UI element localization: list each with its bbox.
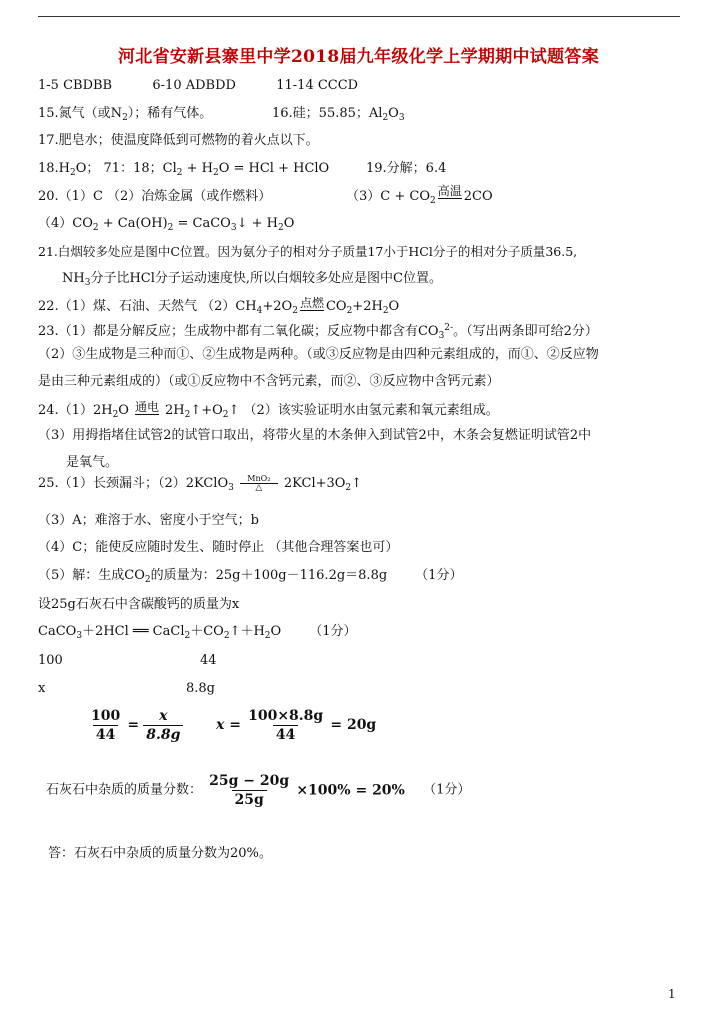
condition-ignite: 点燃 xyxy=(299,296,324,310)
answer-21-line1: 21.白烟较多处应是图中C位置。因为氨分子的相对分子质量17小于HCl分子的相对分子质量36.5, xyxy=(38,244,578,259)
mc-group-3: 11-14 CCCD xyxy=(276,78,359,93)
ratio-8-8g: 8.8g xyxy=(186,681,215,696)
ratio-100: 100 xyxy=(38,653,63,668)
answer-25-line3: （4）C；能使反应随时发生、随时停止 （其他合理答案也可） xyxy=(38,540,399,555)
page-title: 河北省安新县寨里中学2018届九年级化学上学期期中试题答案 xyxy=(117,47,599,67)
condition-catalyst-heat: MnO₂ △ xyxy=(240,474,278,493)
answer-19: 19.分解；6.4 xyxy=(366,161,447,176)
impurity-fraction-line: 石灰石中杂质的质量分数： $\frac{25g - 20g}{25g}$ ×100% = 20% （1分） xyxy=(46,773,471,808)
answer-24-line2: （3）用拇指堵住试管2的试管口取出，将带火星的木条伸入到试管2中，木条会复燃证明试管2中 xyxy=(38,428,592,443)
ratio-x: x xyxy=(38,681,46,696)
answer-23-line3: 是由三种元素组成的）（或①反应物中不含钙元素，而②、③反应物中含钙元素） xyxy=(38,374,500,389)
final-answer: 答：石灰石中杂质的质量分数为20%。 xyxy=(48,846,272,861)
header-rule xyxy=(38,16,680,17)
answer-22: 22.（1）煤、石油、天然气 $(2)CH_4+2O_2$ 点燃 $CO_2+2H_2O$ xyxy=(38,296,400,316)
answer-15: 15.氮气（或$N_2$）；稀有气体。 xyxy=(38,106,213,123)
solve-x-equation: x = $\frac{100\times 8.8g}{44}$ = 20g xyxy=(216,708,377,743)
answer-23-line1: 23.（1）都是分解反应；生成物中都有二氧化碳；反应物中都含有$CO_3^{2-}$。（写出两条即可给2分） xyxy=(38,323,598,341)
condition-high-temp: 高温 xyxy=(437,184,462,198)
mc-answers xyxy=(38,78,358,94)
answer-25-setup: 设25g石灰石中含碳酸钙的质量为x xyxy=(38,597,240,612)
answer-25-line2: （3）A；难溶于水、密度小于空气；b xyxy=(38,513,259,528)
answer-20-part3: $(3)C + CO_2$ 高温 2CO xyxy=(346,184,493,206)
answer-25-equation: CaCO$_3$＋2HCl ══ $CaCl_2+CO_2↑+H_2O$ （1分） xyxy=(38,624,357,641)
score-mark: （1分） xyxy=(309,624,357,639)
score-mark: （1分） xyxy=(415,568,463,583)
answer-20-part1: 20.（1）C （2）冶炼金属（或作燃料） xyxy=(38,189,272,204)
answer-20-part4: $(4)CO_2 + Ca(OH)_2$ = CaCO$_3$↓ + $H_2O$ xyxy=(38,216,295,233)
answer-25-line1: 25.（1）长颈漏斗；（2）2KClO$_3$ MnO₂ △ $2KCl+3O_2↑$ xyxy=(38,474,363,493)
proportion-equation: $\frac{100}{44}$ = $\frac{x}{8.8g}$ xyxy=(88,707,183,744)
answer-18: $18.H_2O$； 71：18；$Cl_2 + H_2O$ = HCl + HClO xyxy=(38,161,330,178)
ratio-44: 44 xyxy=(200,653,217,668)
answer-25-line4: （5）解：生成$CO_2$的质量为：25g＋100g－116.2g＝8.8g （1分） xyxy=(38,568,463,585)
mc-group-2: 6-10 ADBDD xyxy=(152,78,236,93)
answer-24-line1: $24.(1)2H_2O$ 通电 $2H_2↑+O_2↑$ （2）该实验证明水由氢元素和氧元素组成。 xyxy=(38,400,499,420)
answer-16: 16.硅；55.85；$Al_2O_3$ xyxy=(272,106,405,123)
page-number: 1 xyxy=(668,987,676,1001)
answer-17: 17.肥皂水；使温度降低到可燃物的着火点以下。 xyxy=(38,133,319,148)
condition-electrolysis: 通电 xyxy=(134,400,159,414)
answer-21-line2: $NH_3$分子比HCl分子运动速度快,所以白烟较多处应是图中C位置。 xyxy=(62,271,442,288)
score-mark: （1分） xyxy=(423,782,471,798)
mc-group-1: 1-5 CBDBB xyxy=(38,78,113,93)
answer-23-line2: （2）③生成物是三种而①、②生成物是两种。（或③反应物是由四种元素组成的，而①、②反应物 xyxy=(38,347,599,362)
answer-24-line3: 是氧气。 xyxy=(66,455,119,470)
